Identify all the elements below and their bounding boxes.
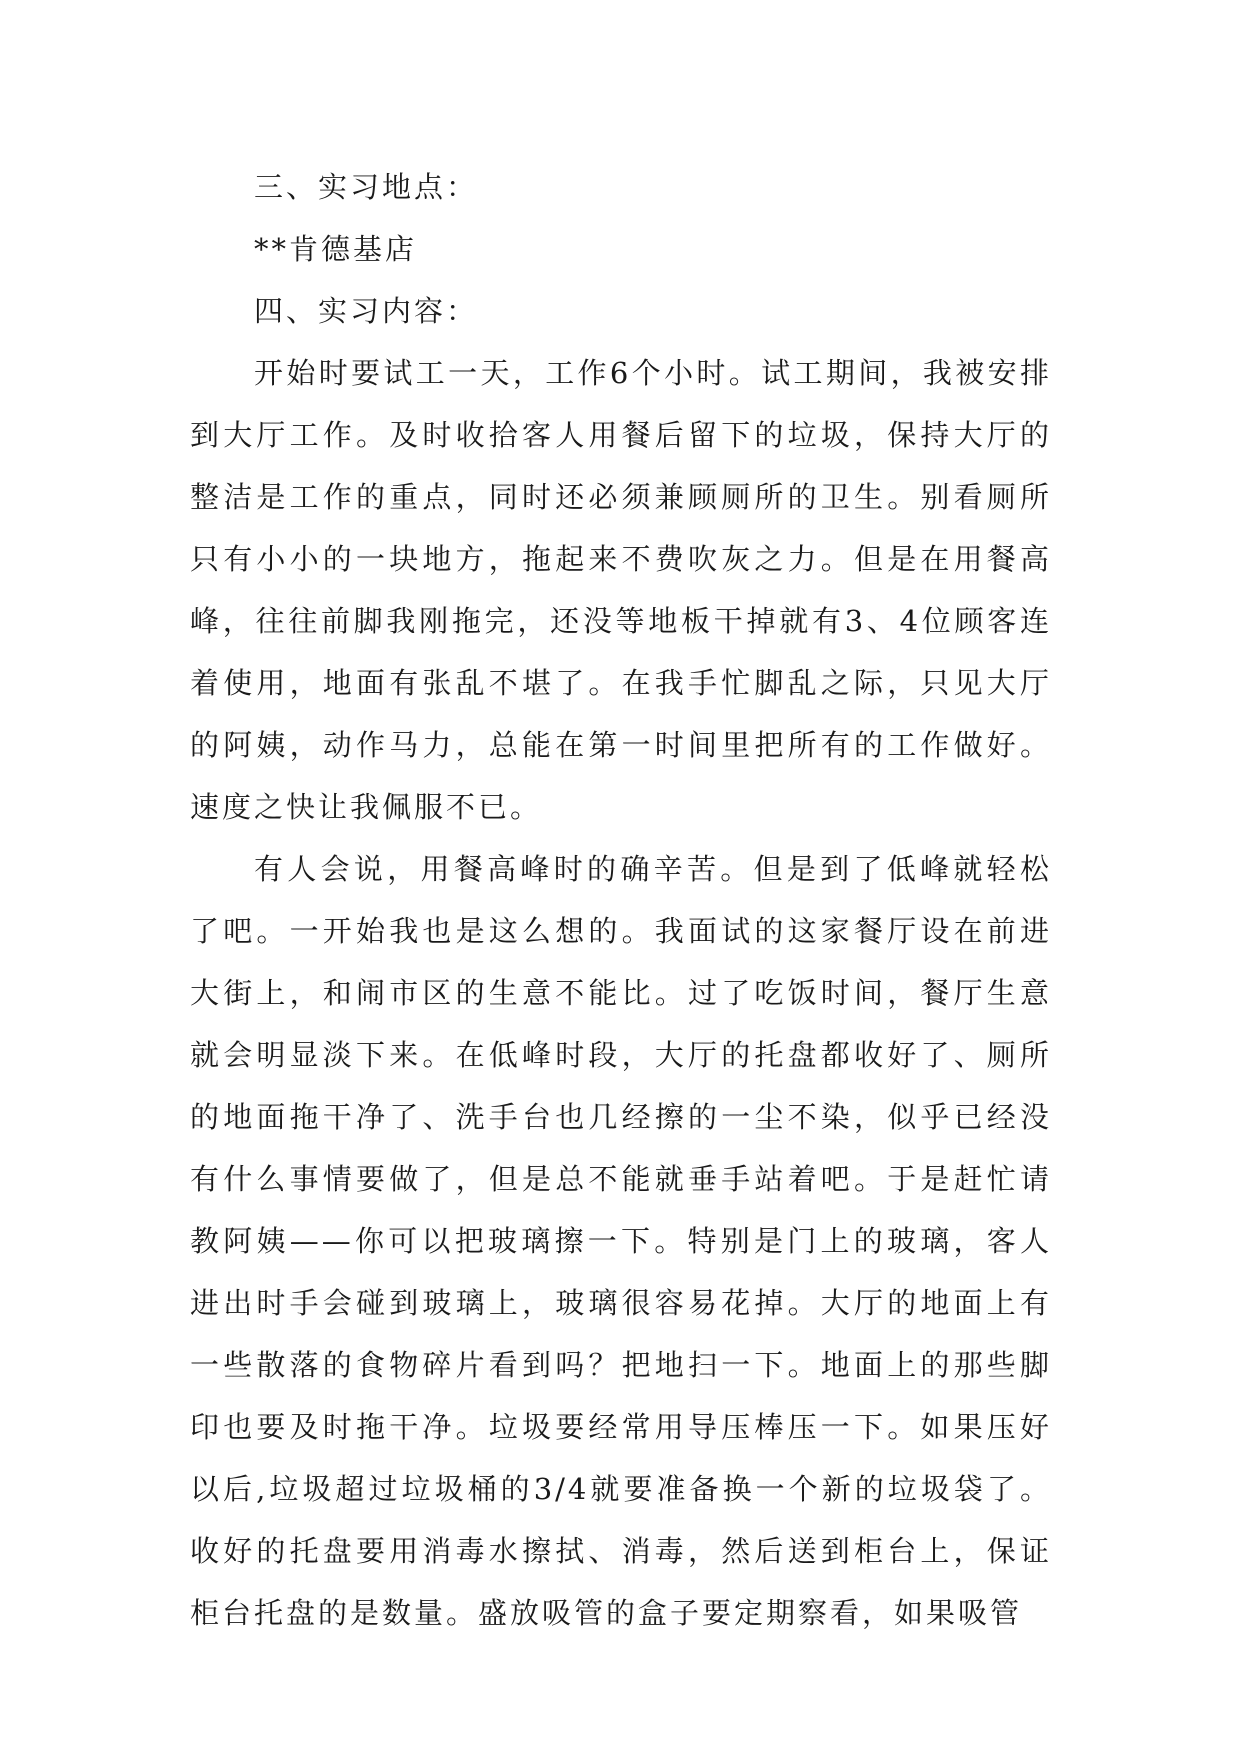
paragraph-1: 开始时要试工一天，工作6个小时。试工期间，我被安排到大厅工作。及时收拾客人用餐后留下的垃圾，保持大厅的整洁是工作的重点，同时还必须兼顾厕所的卫生。别看厕所只有小小的一块地方，拖起来不费吹灰之力。但是在用餐高峰，往往前脚我刚拖完，还没等地板干掉就有3、4位顾客连着使用，地面有张乱不堪了。在我手忙脚乱之际，只见大厅的阿姨，动作马力，总能在第一时间里把所有的工作做好。速度之快让我佩服不已。 <box>190 356 1052 824</box>
document-body <box>190 156 1052 1644</box>
section-4-heading: 四、实习内容： <box>254 294 479 328</box>
paragraph-2: 有人会说，用餐高峰时的确辛苦。但是到了低峰就轻松了吧。一开始我也是这么想的。我面试的这家餐厅设在前进大街上，和闹市区的生意不能比。过了吃饭时间，餐厅生意就会明显淡下来。在低峰时段，大厅的托盘都收好了、厕所的地面拖干净了、洗手台也几经擦的一尘不染，似乎已经没有什么事情要做了，但是总不能就垂手站着吧。于是赶忙请教阿姨——你可以把玻璃擦一下。特别是门上的玻璃，客人进出时手会碰到玻璃上，玻璃很容易花掉。大厅的地面上有一些散落的食物碎片看到吗？把地扫一下。地面上的那些脚印也要及时拖干净。垃圾要经常用导压棒压一下。如果压好以后,垃圾超过垃圾桶的3/4就要准备换一个新的垃圾袋了。收好的托盘要用消毒水擦拭、消毒，然后送到柜台上，保证柜台托盘的是数量。盛放吸管的盒子要定期察看，如果吸管 <box>190 852 1052 1630</box>
section-3-heading: 三、实习地点： <box>254 170 479 204</box>
internship-location: **肯德基店 <box>254 232 418 266</box>
